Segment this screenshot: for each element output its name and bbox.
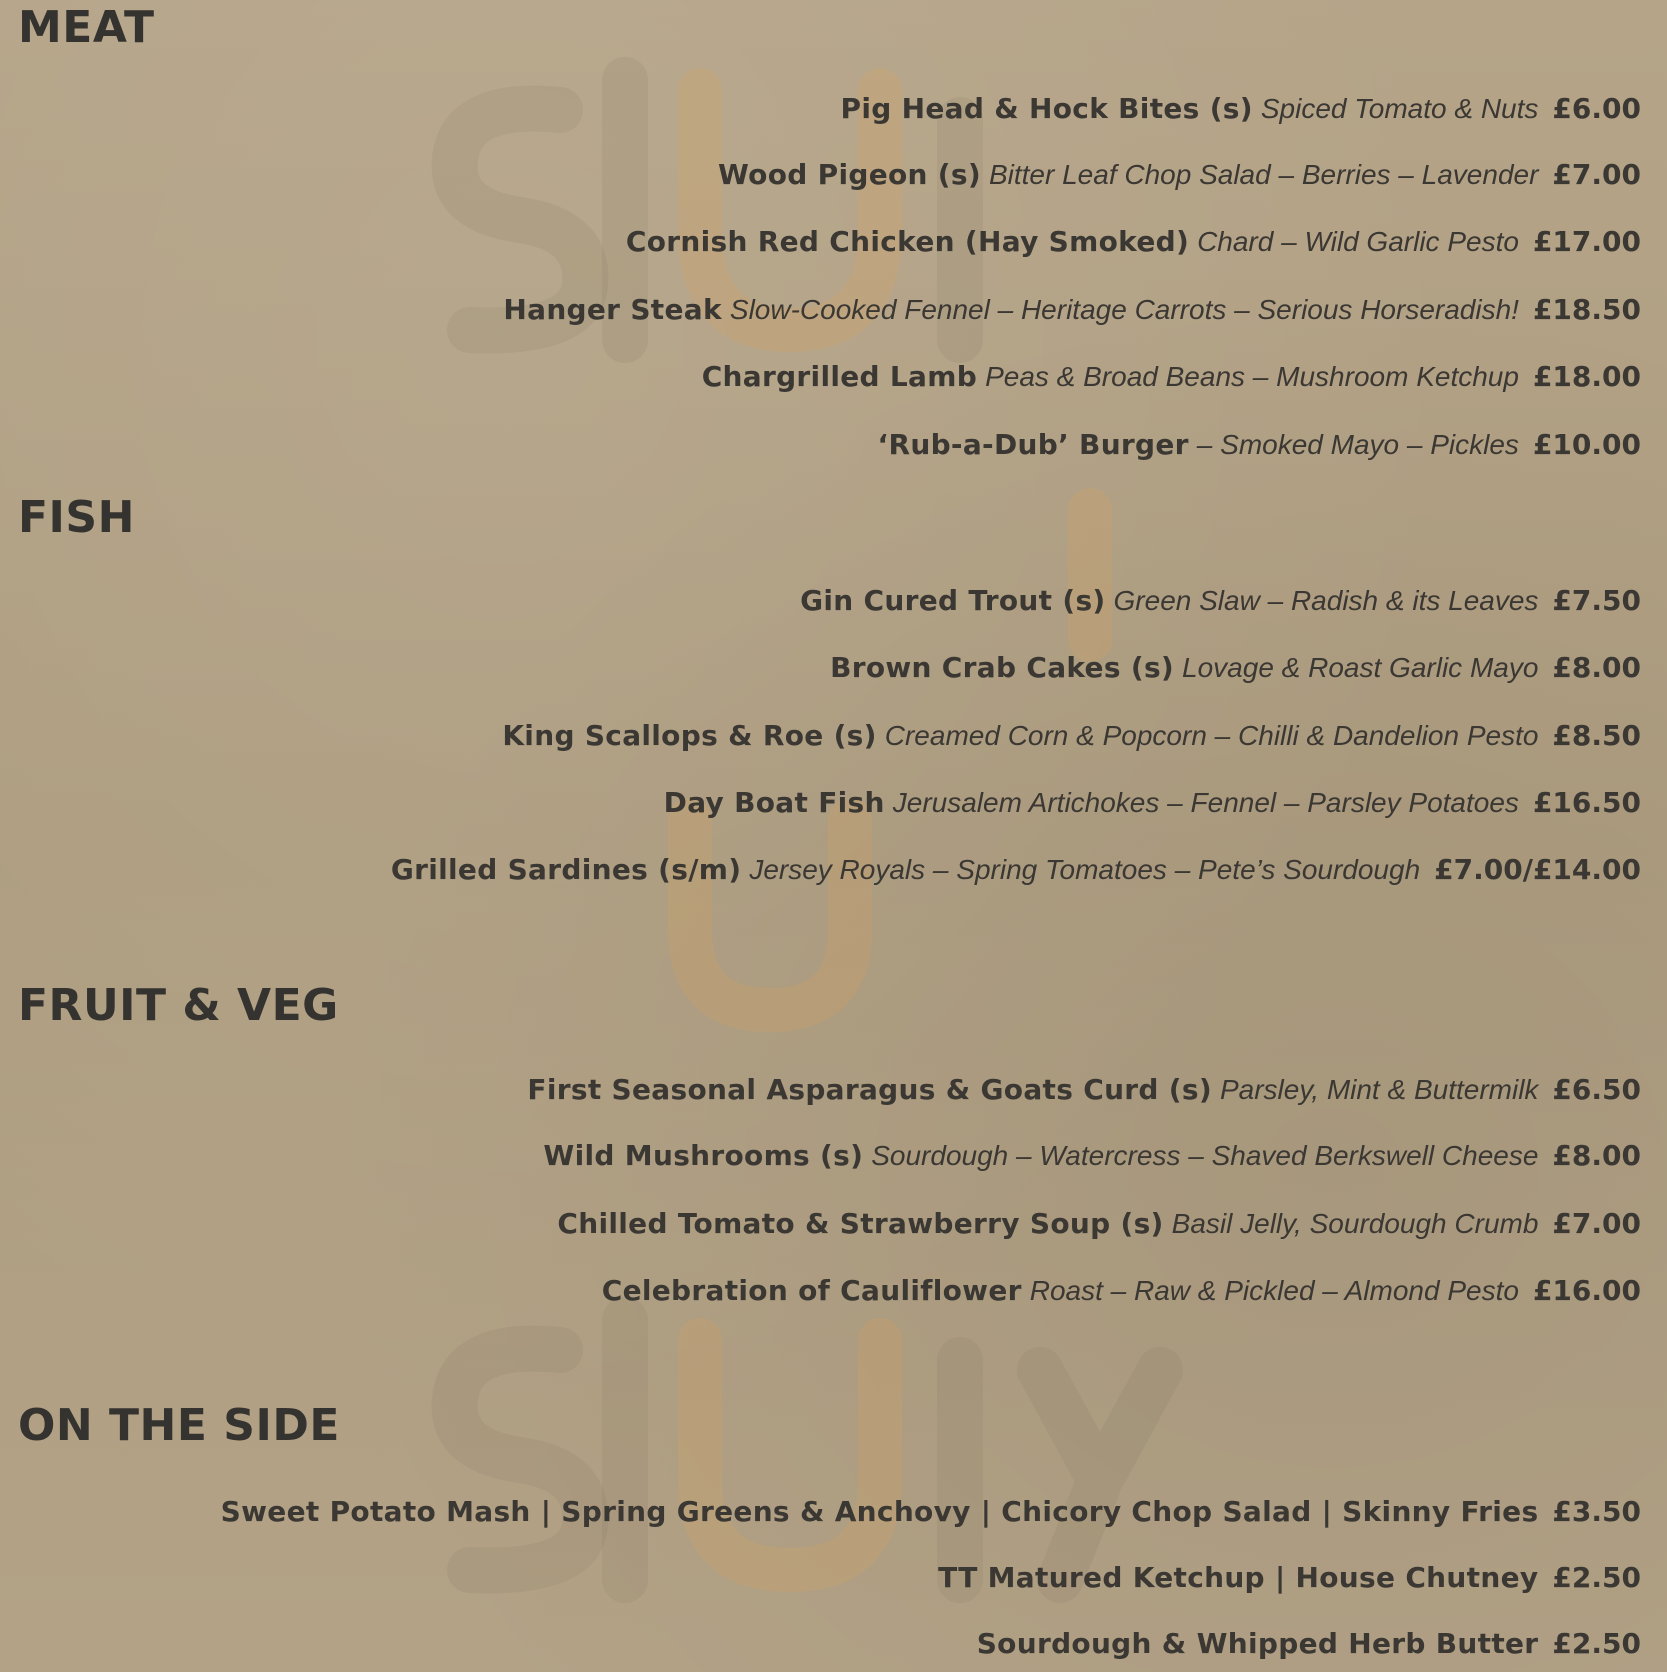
item-description: Slow-Cooked Fennel – Heritage Carrots – Serious Horseradish! <box>729 294 1519 325</box>
item-price: £18.50 <box>1532 293 1641 326</box>
item-description: Jersey Royals – Spring Tomatoes – Pete’s Sourdough <box>749 854 1421 885</box>
item-name: ‘Rub-a-Dub’ Burger <box>877 428 1189 461</box>
side-item <box>221 1497 1641 1527</box>
item-price: £10.00 <box>1532 428 1641 461</box>
item-name: Pig Head & Hock Bites (s) <box>840 92 1253 125</box>
menu-item <box>557 1209 1641 1239</box>
item-name: Chargrilled Lamb <box>701 360 978 393</box>
menu-item <box>502 721 1641 751</box>
item-name: Wood Pigeon (s) <box>717 158 981 191</box>
menu-item <box>702 362 1641 392</box>
menu-item <box>602 1276 1641 1306</box>
item-description: Creamed Corn & Popcorn – Chilli & Dandelion Pesto <box>884 720 1539 751</box>
menu-item <box>503 295 1641 325</box>
item-description: Sourdough – Watercress – Shaved Berkswell Cheese <box>871 1140 1539 1171</box>
item-description: Jerusalem Artichokes – Fennel – Parsley Potatoes <box>892 787 1519 818</box>
item-name: Brown Crab Cakes (s) <box>830 651 1175 684</box>
item-price: £7.00 <box>1552 158 1641 191</box>
menu-item <box>878 430 1641 460</box>
item-name: King Scallops & Roe (s) <box>502 719 877 752</box>
item-name: First Seasonal Asparagus & Goats Curd (s) <box>527 1073 1212 1106</box>
menu-item <box>527 1075 1641 1105</box>
item-price: £8.50 <box>1552 719 1641 752</box>
menu-item <box>543 1141 1641 1171</box>
menu-item <box>718 160 1641 190</box>
item-name: TT Matured Ketchup | House Chutney <box>938 1561 1539 1594</box>
menu-item <box>391 855 1641 885</box>
item-name: Day Boat Fish <box>663 786 885 819</box>
item-description: Chard – Wild Garlic Pesto <box>1197 226 1519 257</box>
item-description: – Smoked Mayo – Pickles <box>1196 429 1519 460</box>
item-price: £3.50 <box>1552 1495 1641 1528</box>
side-item <box>938 1563 1641 1593</box>
section-title-fish: FISH <box>18 492 135 543</box>
item-description: Roast – Raw & Pickled – Almond Pesto <box>1029 1275 1519 1306</box>
item-price: £7.00/£14.00 <box>1434 853 1641 886</box>
item-price: £7.00 <box>1552 1207 1641 1240</box>
item-description: Spiced Tomato & Nuts <box>1260 93 1539 124</box>
item-name: Hanger Steak <box>503 293 722 326</box>
item-name: Grilled Sardines (s/m) <box>390 853 742 886</box>
item-description: Green Slaw – Radish & its Leaves <box>1113 585 1539 616</box>
section-title-meat: MEAT <box>18 2 155 53</box>
item-name: Gin Cured Trout (s) <box>800 584 1106 617</box>
item-name: Chilled Tomato & Strawberry Soup (s) <box>557 1207 1164 1240</box>
side-item <box>977 1629 1641 1659</box>
item-price: £6.50 <box>1552 1073 1641 1106</box>
item-price: £8.00 <box>1552 651 1641 684</box>
item-name: Wild Mushrooms (s) <box>543 1139 864 1172</box>
item-price: £16.50 <box>1532 786 1641 819</box>
item-price: £16.00 <box>1532 1274 1641 1307</box>
item-price: £7.50 <box>1552 584 1641 617</box>
menu-item <box>830 653 1641 683</box>
item-name: Sweet Potato Mash | Spring Greens & Anchovy | Chicory Chop Salad | Skinny Fries <box>220 1495 1539 1528</box>
item-price: £8.00 <box>1552 1139 1641 1172</box>
item-name: Sourdough & Whipped Herb Butter <box>976 1627 1539 1660</box>
item-description: Peas & Broad Beans – Mushroom Ketchup <box>985 361 1519 392</box>
menu-item <box>626 227 1641 257</box>
item-description: Parsley, Mint & Buttermilk <box>1219 1074 1539 1105</box>
section-title-on-the-side: ON THE SIDE <box>18 1400 340 1451</box>
item-description: Lovage & Roast Garlic Mayo <box>1182 652 1539 683</box>
item-description: Basil Jelly, Sourdough Crumb <box>1171 1208 1539 1239</box>
menu-item <box>800 586 1641 616</box>
item-price: £18.00 <box>1532 360 1641 393</box>
item-name: Celebration of Cauliflower <box>601 1274 1022 1307</box>
item-description: Bitter Leaf Chop Salad – Berries – Lavender <box>988 159 1539 190</box>
item-price: £6.00 <box>1552 92 1641 125</box>
item-price: £2.50 <box>1552 1627 1641 1660</box>
item-name: Cornish Red Chicken (Hay Smoked) <box>625 225 1190 258</box>
menu-item <box>841 94 1641 124</box>
section-title-fruit-veg: FRUIT & VEG <box>18 980 339 1031</box>
menu-item <box>664 788 1641 818</box>
item-price: £17.00 <box>1532 225 1641 258</box>
item-price: £2.50 <box>1552 1561 1641 1594</box>
